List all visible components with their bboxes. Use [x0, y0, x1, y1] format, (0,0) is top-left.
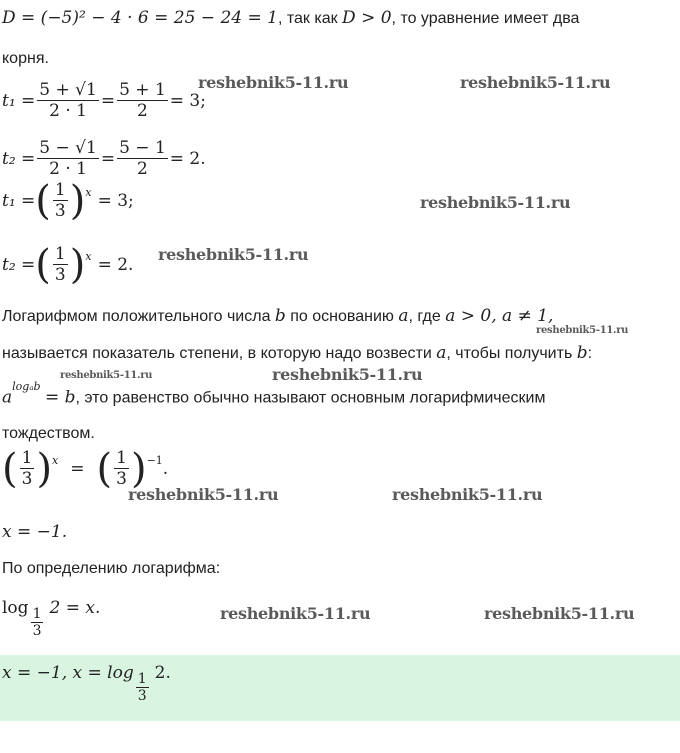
- log-def-b2: b: [576, 343, 588, 363]
- t2-denominator: 2 · 1: [37, 158, 99, 179]
- answer-base-numerator: 1: [137, 671, 147, 687]
- log-def-condition: a > 0, a ≠ 1,: [445, 306, 554, 326]
- log-definition-line-2: [2, 343, 592, 363]
- log-def-a2: a: [436, 343, 447, 363]
- log-def-a: a: [398, 306, 409, 326]
- watermark: reshebnik5-11.ru: [272, 365, 423, 384]
- log-def-colon: :: [587, 345, 593, 362]
- left-paren: (: [96, 445, 113, 492]
- right-paren: ): [69, 241, 86, 288]
- identity-exponent: logₐb: [12, 380, 41, 393]
- t2-pow-label: t₂ =: [2, 254, 36, 275]
- t1-result: = 3;: [169, 90, 206, 111]
- eq-left-fraction: [20, 448, 35, 489]
- watermark: reshebnik5-11.ru: [128, 485, 279, 504]
- watermark: reshebnik5-11.ru: [220, 604, 371, 623]
- log-base-fraction: [31, 606, 44, 639]
- identity-rest: = b: [44, 387, 76, 408]
- discriminant-math: D = (−5)² − 4 · 6 = 25 − 24 = 1: [2, 8, 278, 28]
- log-base-denominator: 3: [32, 623, 42, 639]
- d-condition: D > 0: [342, 8, 392, 28]
- t2-power-formula: [2, 241, 134, 288]
- roots-word: корня.: [2, 50, 49, 67]
- answer-base-fraction: [136, 671, 149, 704]
- answer-rest: 2.: [154, 663, 171, 683]
- eq-left-denominator: 3: [21, 469, 33, 489]
- two-roots-text: , то уравнение имеет два: [391, 10, 580, 27]
- t1-pow-denominator: 3: [54, 201, 66, 221]
- left-paren: (: [2, 445, 18, 492]
- t1-pow-numerator: 1: [54, 180, 66, 200]
- t2-label: t₂ =: [2, 148, 36, 169]
- watermark: reshebnik5-11.ru: [460, 73, 611, 92]
- eq-right-denominator: 3: [116, 469, 127, 489]
- t2-pow-denominator: 3: [54, 265, 66, 285]
- t2-denominator-2: 2: [117, 158, 168, 179]
- log-def-text-1: Логарифмом положительного числа: [2, 308, 271, 325]
- t2-fraction-2: [117, 138, 168, 179]
- watermark: reshebnik5-11.ru: [484, 604, 635, 623]
- log-def-text-3: , где: [408, 308, 441, 325]
- t1-pow-label: t₁ =: [2, 190, 36, 211]
- x-result: x = −1.: [2, 522, 68, 542]
- eq-left-exponent: x: [52, 454, 59, 467]
- log-identity-line: [2, 380, 546, 408]
- eq-right-fraction: [114, 448, 129, 489]
- log-def-b: b: [274, 306, 286, 326]
- t1-pow-fraction: [53, 180, 68, 221]
- right-paren: ): [69, 177, 86, 224]
- t1-pow-result: = 3;: [97, 190, 134, 211]
- discriminant-line: [2, 8, 579, 28]
- log-definition-line-1: [2, 306, 553, 326]
- watermark: reshebnik5-11.ru: [420, 193, 571, 212]
- log-def-text-4: называется показатель степени, в которую надо возвести: [2, 345, 432, 362]
- identity-base: a: [2, 387, 13, 408]
- t2-fraction: [37, 138, 99, 179]
- log-def-text-5: , чтобы получить: [446, 345, 573, 362]
- identity-text: , это равенство обычно называют основным логарифмическим: [75, 389, 546, 407]
- right-paren: ): [130, 445, 147, 492]
- log-expression: [2, 598, 100, 639]
- watermark: reshebnik5-11.ru: [536, 325, 629, 336]
- right-paren: ): [36, 445, 53, 492]
- answer-base-denominator: 3: [137, 688, 147, 704]
- t1-numerator-2: 5 + 1: [119, 80, 166, 100]
- t1-fraction: [37, 80, 99, 121]
- t2-pow-fraction: [53, 244, 68, 285]
- t1-denominator: 2 · 1: [37, 100, 99, 121]
- eq-right-numerator: 1: [116, 448, 127, 468]
- by-definition-text: По определению логарифма:: [2, 560, 221, 577]
- eq-left-numerator: 1: [21, 448, 33, 468]
- t1-denominator-2: 2: [117, 100, 168, 121]
- answer-text: x = −1, x = log: [2, 663, 134, 683]
- identity-word: тождеством.: [2, 425, 95, 442]
- t2-numerator-2: 5 − 1: [119, 138, 166, 158]
- watermark: reshebnik5-11.ru: [158, 245, 309, 264]
- left-paren: (: [35, 241, 51, 288]
- discriminant-text: , так как: [277, 10, 338, 27]
- t2-pow-result: = 2.: [97, 254, 134, 275]
- answer-box: [0, 655, 680, 721]
- power-equation: [2, 445, 169, 492]
- watermark: reshebnik5-11.ru: [60, 370, 153, 381]
- left-paren: (: [35, 177, 51, 224]
- t1-eq: =: [100, 90, 116, 111]
- t1-power-formula: [2, 177, 134, 224]
- log-def-text-2: по основанию: [290, 308, 394, 325]
- eq-dot: .: [162, 458, 169, 479]
- log-word: log: [2, 598, 29, 618]
- watermark: reshebnik5-11.ru: [198, 73, 349, 92]
- t2-pow-numerator: 1: [54, 244, 66, 264]
- watermark: reshebnik5-11.ru: [392, 485, 543, 504]
- t1-label: t₁ =: [2, 90, 36, 111]
- log-base-numerator: 1: [32, 606, 42, 622]
- t2-pow-exponent: x: [85, 250, 92, 263]
- log-expression-rest: 2 = x.: [49, 598, 101, 618]
- t2-numerator: 5 − √1: [39, 138, 97, 158]
- t1-formula: [2, 80, 206, 121]
- t2-eq: =: [100, 148, 116, 169]
- answer-line: [2, 663, 171, 704]
- t2-result: = 2.: [169, 148, 206, 169]
- eq-right-exponent: −1: [146, 454, 163, 467]
- t2-formula: [2, 138, 206, 179]
- t1-fraction-2: [117, 80, 168, 121]
- t1-pow-exponent: x: [85, 186, 92, 199]
- t1-numerator: 5 + √1: [39, 80, 97, 100]
- eq-equals: =: [70, 458, 85, 479]
